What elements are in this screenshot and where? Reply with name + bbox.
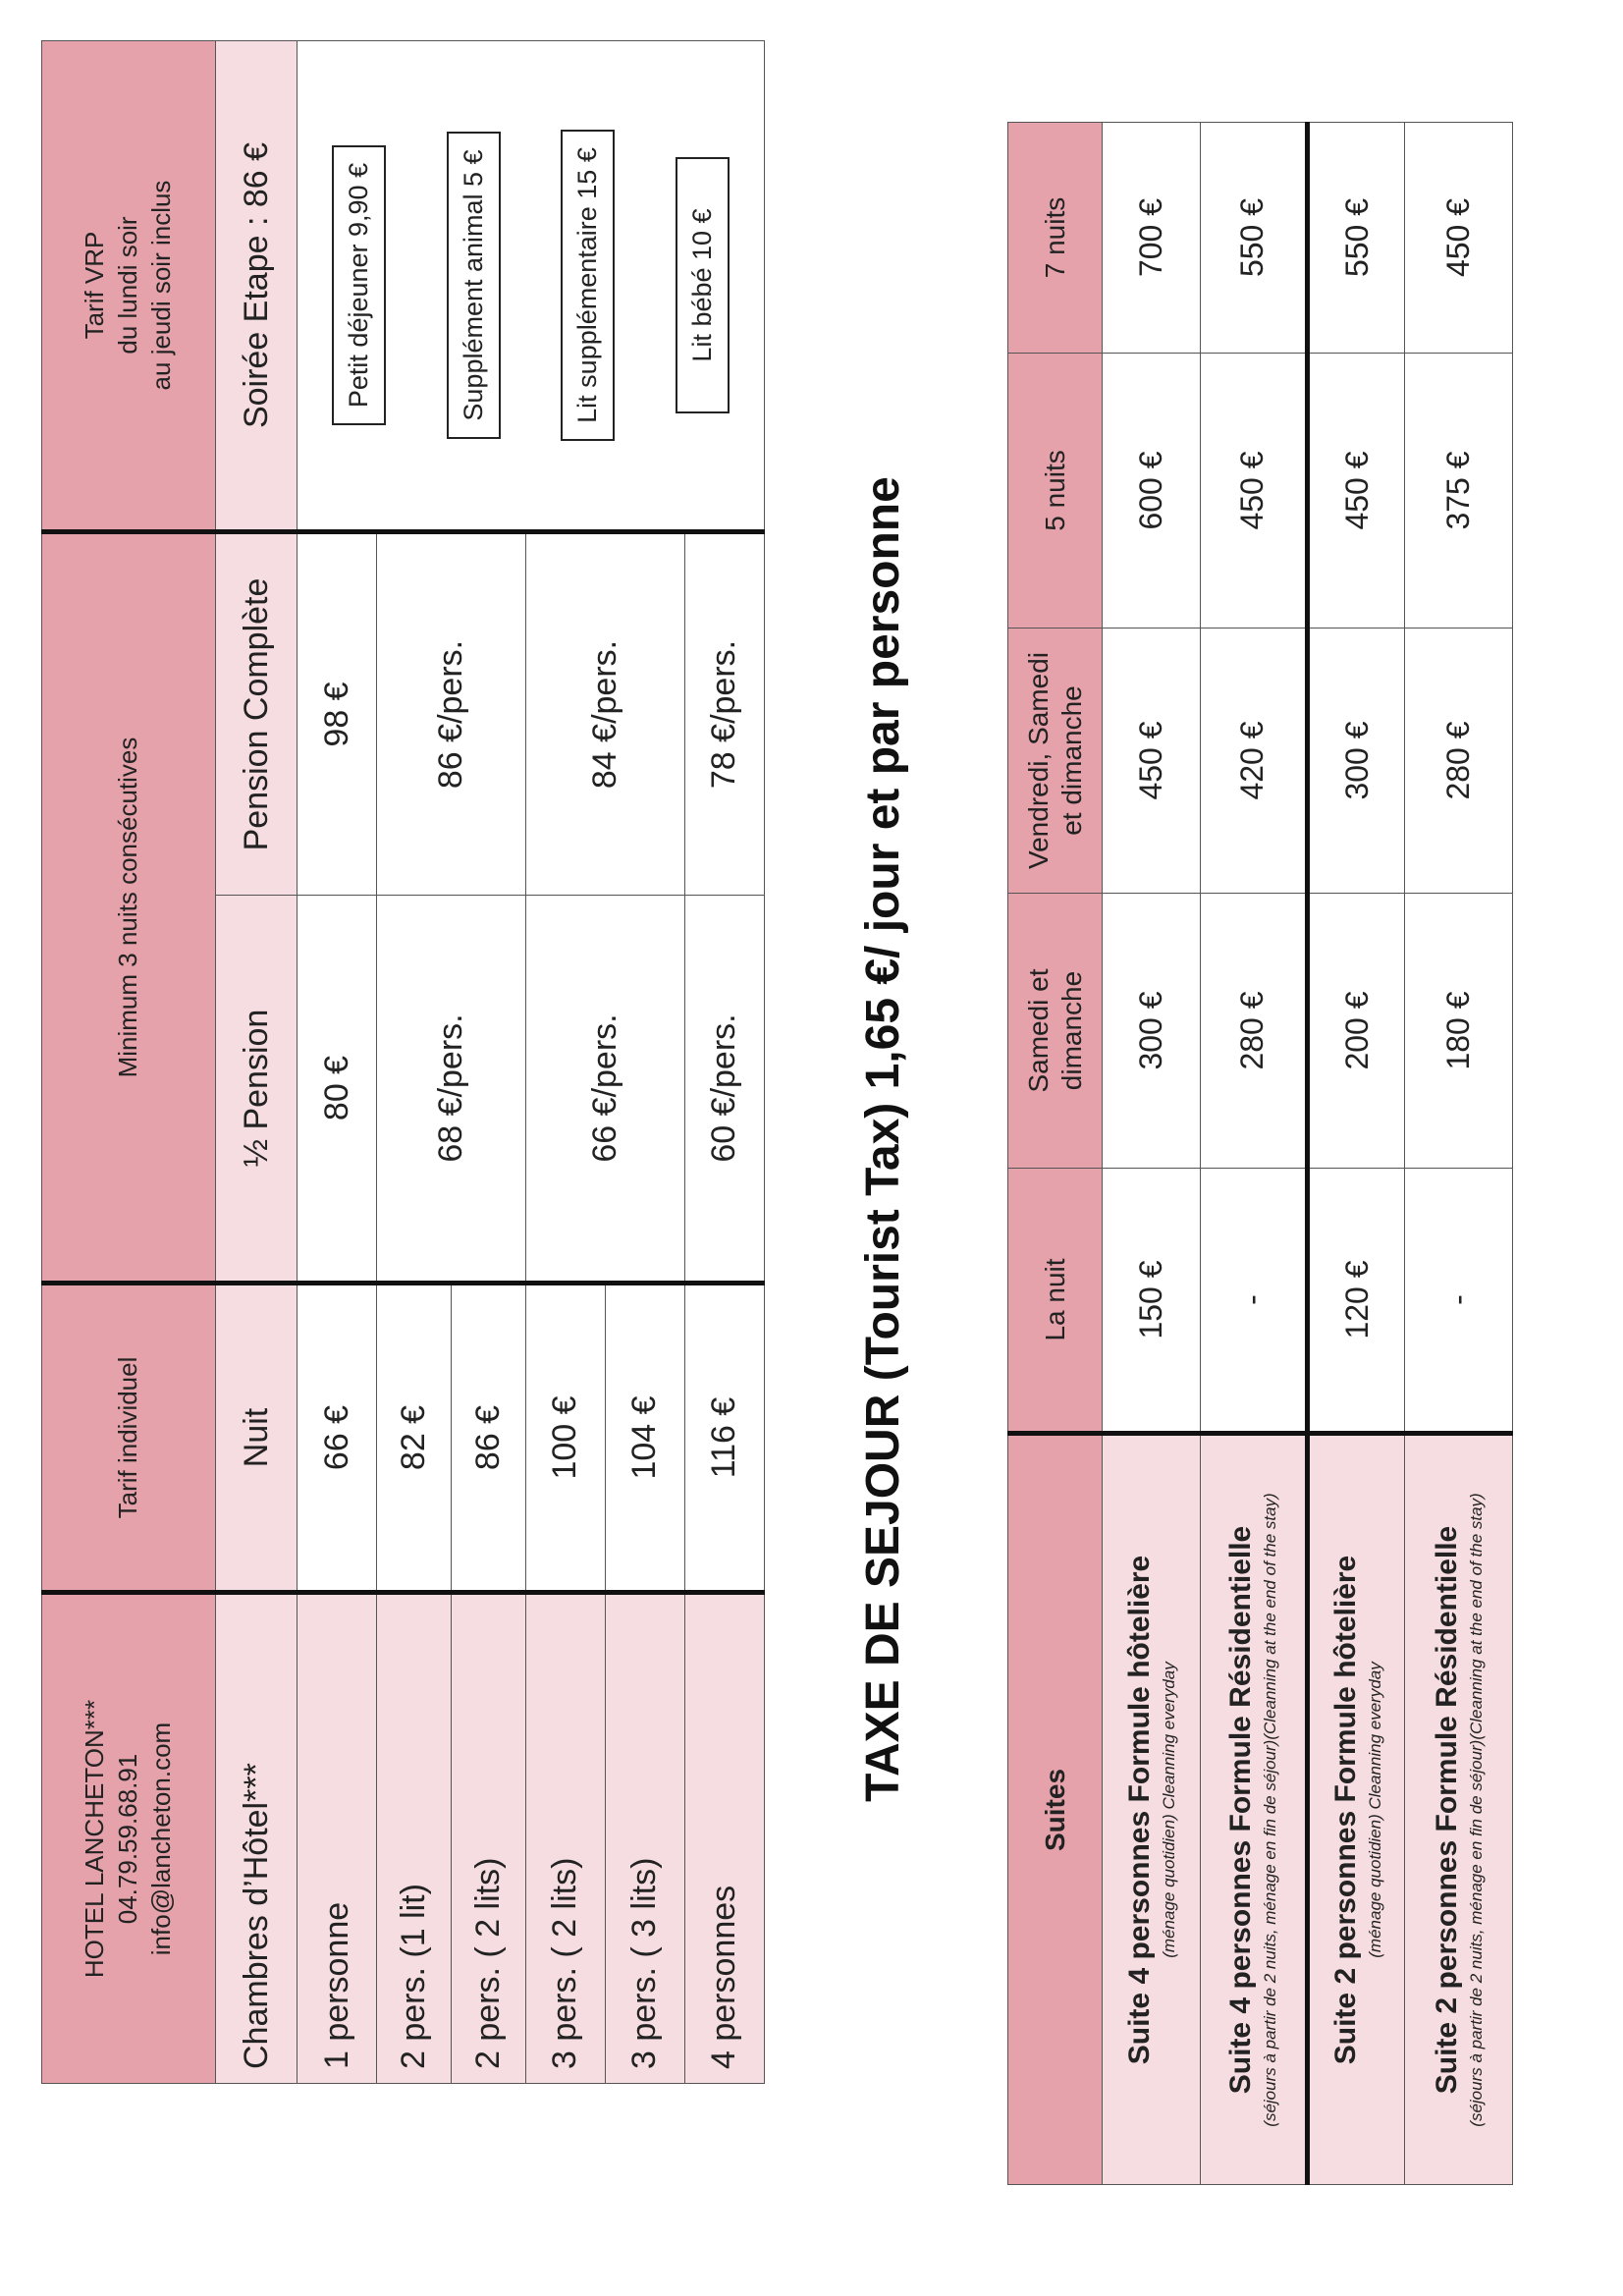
- hotel-info-cell: [42, 1593, 216, 2084]
- row-label: 3 pers. ( 2 lits): [525, 1593, 605, 2084]
- suite-name: Suite 4 personnes Formule hôtelière: [1122, 1555, 1156, 2065]
- vendredi-value: 280 €: [1405, 629, 1513, 894]
- demi-pension-value: 60 €/pers.: [684, 896, 764, 1284]
- sept-nuits-header: 7 nuits: [1008, 123, 1103, 354]
- vendredi-value: 450 €: [1103, 629, 1200, 894]
- pension-complete-value: 78 €/pers.: [684, 532, 764, 896]
- nuit-value: 82 €: [377, 1284, 452, 1593]
- samedi-header: [1008, 894, 1103, 1169]
- hotel-rates-table-wrapper: [41, 40, 765, 2084]
- pension-complete-value: 84 €/pers.: [525, 532, 684, 896]
- cinq-nuits-value: 375 €: [1405, 354, 1513, 629]
- samedi-line2: dimanche: [1055, 970, 1087, 1091]
- hotel-rates-table: [41, 40, 765, 2084]
- supplement-box: Lit bébé 10 €: [676, 157, 730, 412]
- sept-nuits-value: 450 €: [1405, 123, 1513, 354]
- tourist-tax-title: TAXE DE SEJOUR (Tourist Tax) 1,65 €/ jour et par personne: [857, 476, 909, 1802]
- suites-table: [1007, 122, 1513, 2185]
- la-nuit-value: 120 €: [1308, 1169, 1405, 1434]
- demi-pension-header: ½ Pension: [216, 896, 298, 1284]
- demi-pension-value: 66 €/pers.: [525, 896, 684, 1284]
- nuit-value: 86 €: [452, 1284, 526, 1593]
- suites-header: Suites: [1008, 1434, 1103, 2185]
- minimum-nights-header: Minimum 3 nuits consécutives: [42, 532, 216, 1284]
- suite-name-cell: [1405, 1434, 1513, 2185]
- suite-note: (séjours à partir de 2 nuits, ménage en fin de séjour)(Cleanning at the end of the stay): [1261, 1493, 1280, 2127]
- hotel-email: info@lancheton.com: [145, 1722, 176, 1956]
- vrp-header: [42, 41, 216, 532]
- demi-pension-value: 68 €/pers.: [377, 896, 526, 1284]
- samedi-value: 280 €: [1200, 894, 1307, 1169]
- row-label: 4 personnes: [684, 1593, 764, 2084]
- suite-name-cell: [1103, 1434, 1200, 2185]
- sept-nuits-value: 700 €: [1103, 123, 1200, 354]
- samedi-value: 200 €: [1308, 894, 1405, 1169]
- chambres-header: Chambres d’Hôtel***: [216, 1593, 298, 2084]
- suite-note: (ménage quotidien) Cleanning everyday: [1159, 1662, 1178, 1958]
- supplement-box: Supplément animal 5 €: [447, 132, 501, 438]
- suite-note: (ménage quotidien) Cleanning everyday: [1365, 1662, 1384, 1958]
- suite-name-cell: [1200, 1434, 1307, 2185]
- vendredi-value: 300 €: [1308, 629, 1405, 894]
- supplement-box: Lit supplémentaire 15 €: [561, 130, 615, 441]
- samedi-value: 300 €: [1103, 894, 1200, 1169]
- tarif-individuel-header: Tarif individuel: [42, 1284, 216, 1593]
- nuit-header: Nuit: [216, 1284, 298, 1593]
- suite-name-cell: [1308, 1434, 1405, 2185]
- nuit-value: 116 €: [684, 1284, 764, 1593]
- suite-name: Suite 4 personnes Formule Résidentielle: [1224, 1525, 1258, 2095]
- vendredi-header: [1008, 629, 1103, 894]
- samedi-line1: Samedi et: [1023, 968, 1055, 1093]
- pension-complete-value: 86 €/pers.: [377, 532, 526, 896]
- la-nuit-value: -: [1200, 1169, 1307, 1434]
- suites-table-wrapper: [1007, 122, 1513, 2185]
- supplements-cell: [298, 41, 765, 532]
- hotel-phone: 04.79.59.68.91: [113, 1753, 143, 1925]
- sept-nuits-value: 550 €: [1308, 123, 1405, 354]
- la-nuit-value: -: [1405, 1169, 1513, 1434]
- suite-name: Suite 2 personnes Formule hôtelière: [1328, 1555, 1362, 2065]
- la-nuit-header: La nuit: [1008, 1169, 1103, 1434]
- vendredi-line1: Vendredi, Samedi: [1023, 651, 1055, 870]
- nuit-value: 100 €: [525, 1284, 605, 1593]
- cinq-nuits-value: 450 €: [1200, 354, 1307, 629]
- row-label: 3 pers. ( 3 lits): [605, 1593, 684, 2084]
- pension-complete-value: 98 €: [298, 532, 377, 896]
- sept-nuits-value: 550 €: [1200, 123, 1307, 354]
- supplement-box: Petit déjeuner 9,90 €: [332, 145, 386, 425]
- suite-name: Suite 2 personnes Formule Résidentielle: [1431, 1525, 1464, 2095]
- row-label: 2 pers. (1 lit): [377, 1593, 452, 2084]
- cinq-nuits-value: 450 €: [1308, 354, 1405, 629]
- cinq-nuits-header: 5 nuits: [1008, 354, 1103, 629]
- pension-complete-header: Pension Complète: [216, 532, 298, 896]
- nuit-value: 66 €: [298, 1284, 377, 1593]
- row-label: 1 personne: [298, 1593, 377, 2084]
- suite-note: (séjours à partir de 2 nuits, ménage en fin de séjour)(Cleanning at the end of the stay): [1467, 1493, 1487, 2127]
- hotel-name: HOTEL LANCHETON***: [80, 1699, 110, 1979]
- nuit-value: 104 €: [605, 1284, 684, 1593]
- vendredi-value: 420 €: [1200, 629, 1307, 894]
- vrp-line3: au jeudi soir inclus: [145, 180, 176, 391]
- vrp-line2: du lundi soir: [113, 216, 143, 355]
- row-label: 2 pers. ( 2 lits): [452, 1593, 526, 2084]
- cinq-nuits-value: 600 €: [1103, 354, 1200, 629]
- soiree-etape-header: Soirée Etape : 86 €: [216, 41, 298, 532]
- demi-pension-value: 80 €: [298, 896, 377, 1284]
- vrp-line1: Tarif VRP: [80, 231, 110, 340]
- samedi-value: 180 €: [1405, 894, 1513, 1169]
- vendredi-line2: et dimanche: [1055, 685, 1087, 836]
- la-nuit-value: 150 €: [1103, 1169, 1200, 1434]
